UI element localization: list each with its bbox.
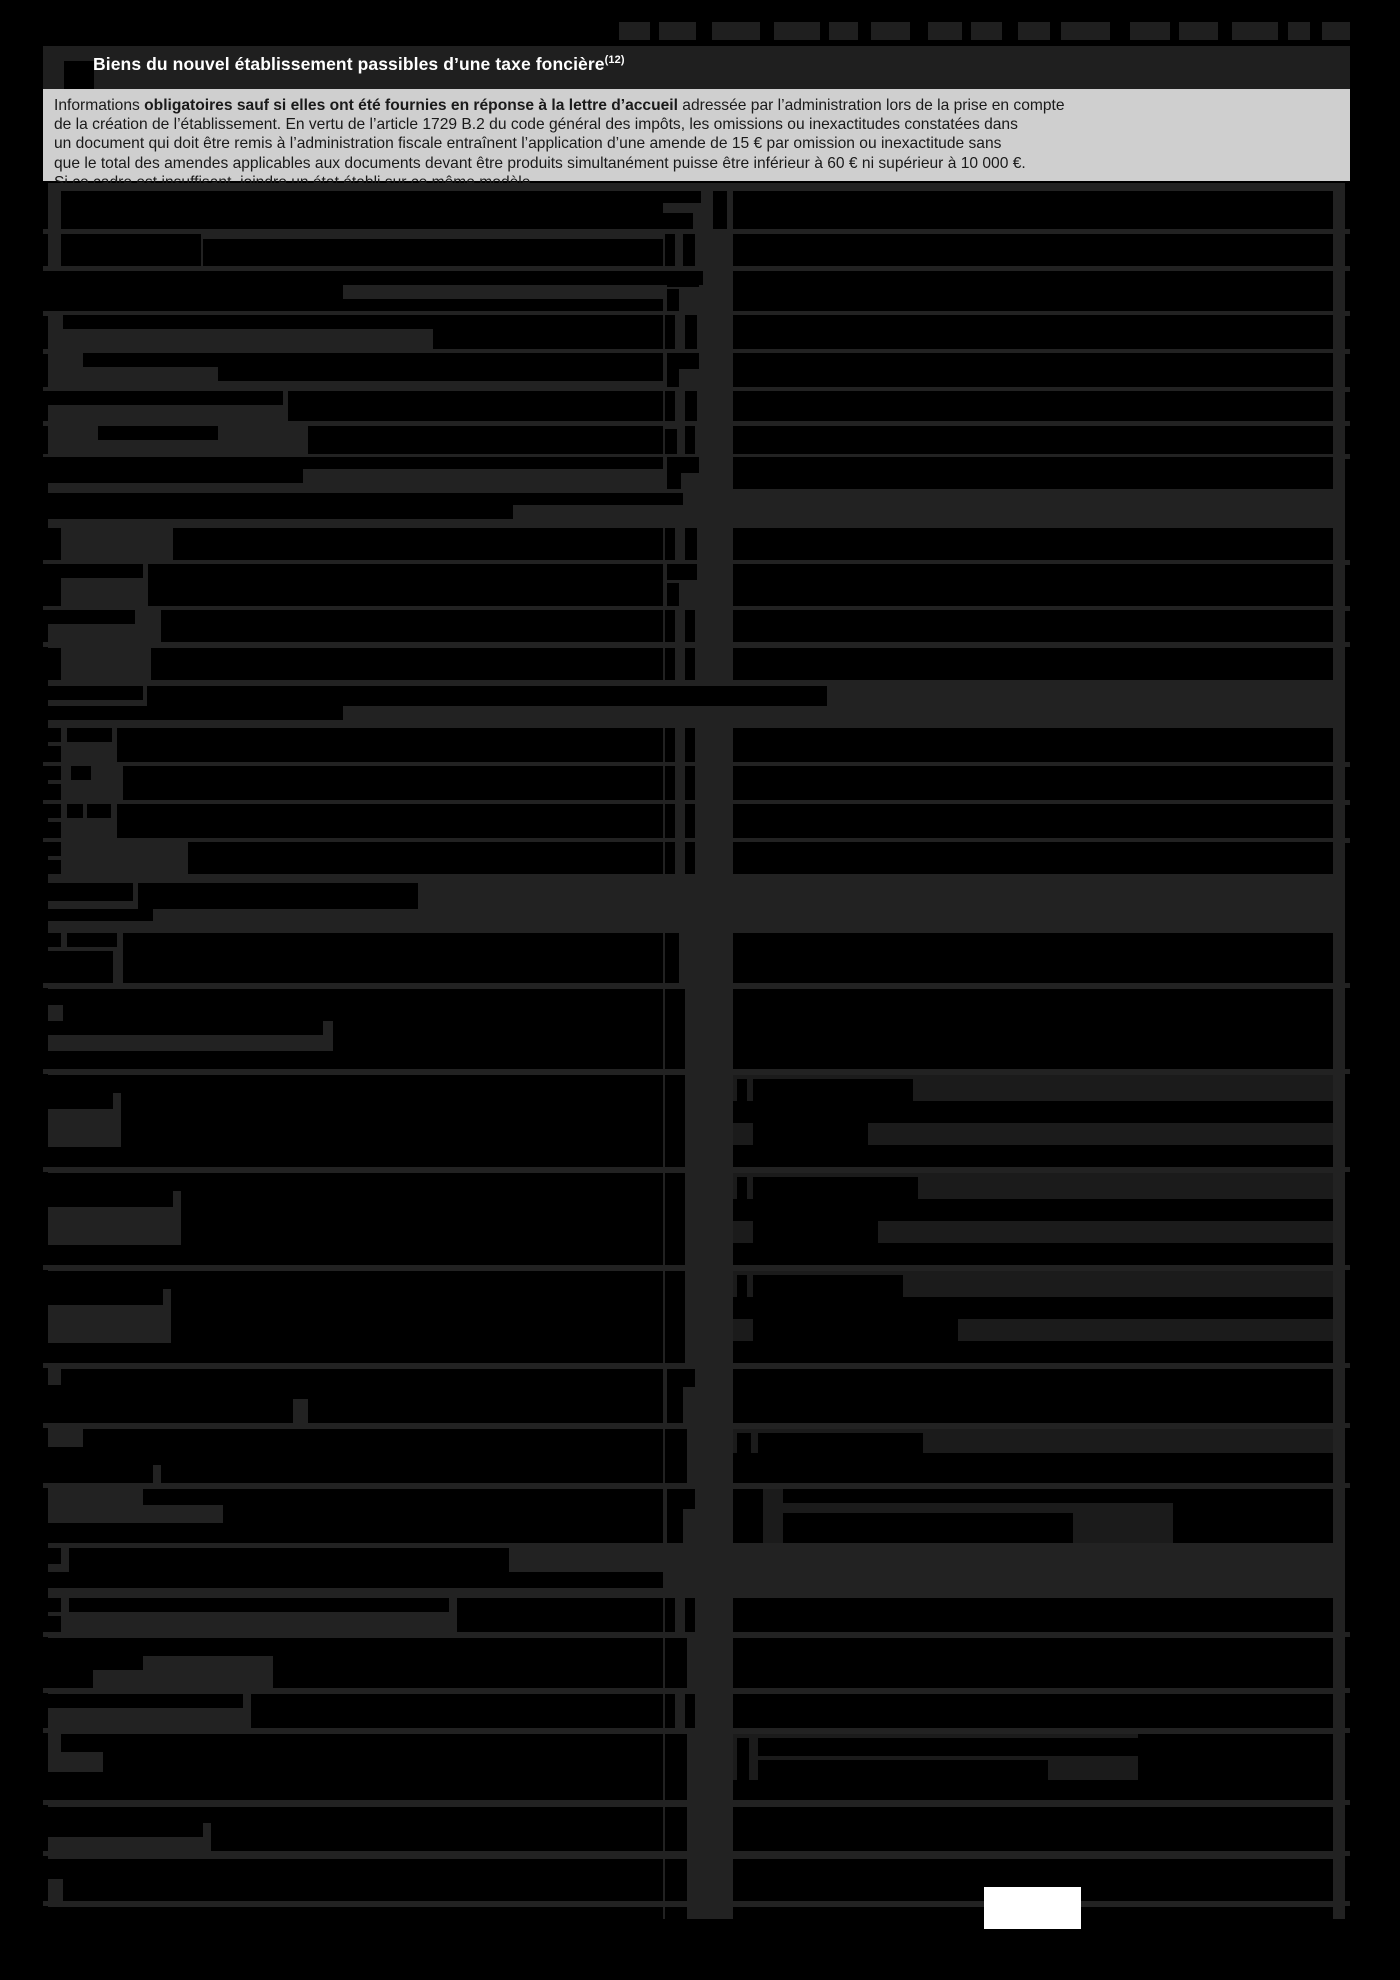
section-title-text: Biens du nouvel établissement passibles d’une taxe foncière xyxy=(93,54,605,74)
column-rule-right xyxy=(1345,183,1350,1919)
table-row xyxy=(43,1598,61,1612)
section-title-note: (12) xyxy=(604,54,625,67)
notice-text: Informations xyxy=(54,97,145,114)
notice-text: adressée par l’administration lors de la prise en compte xyxy=(677,97,1065,114)
notice-text: un document qui doit être remis à l’administration fiscale entraînent l’application d’une amende de 15 € par omission ou inexactitude sans xyxy=(54,135,1002,153)
table-row xyxy=(43,564,143,578)
table-row xyxy=(43,528,61,560)
notice-emphasis: obligatoires sauf si elles ont été fournies en réponse à la lettre d’accueil xyxy=(144,97,678,114)
table-row xyxy=(43,804,61,818)
table-row xyxy=(61,191,663,229)
notice-box xyxy=(43,89,1350,181)
notice-text: que le total des amendes applicables aux documents devant être produits simultanément puisse être inférieur à 60 € ni supérieur à 10 000 €. xyxy=(54,154,1026,172)
table-row xyxy=(43,648,61,680)
group-break xyxy=(43,883,133,901)
notice-line xyxy=(54,134,1339,153)
section-title xyxy=(93,54,625,75)
table-row xyxy=(43,457,663,469)
table-row xyxy=(61,234,201,266)
table-row xyxy=(83,353,663,367)
table-row xyxy=(43,1859,663,1879)
page-right-margin xyxy=(1360,0,1400,1980)
table-row xyxy=(43,391,283,405)
table-row xyxy=(43,1694,243,1708)
table-row xyxy=(83,1429,663,1447)
group-break xyxy=(43,686,143,700)
group-break xyxy=(43,493,683,505)
table-row xyxy=(43,1075,663,1093)
unredacted-white-chip xyxy=(984,1887,1081,1929)
notice-text: de la création de l’établissement. En vertu de l’article 1729 B.2 du code général des impôts, les omissions ou inexactitudes constatées dans xyxy=(54,116,1018,134)
form-body xyxy=(43,183,1350,1919)
form-id-strip xyxy=(610,22,1350,48)
table-row xyxy=(61,1369,663,1385)
notice-line xyxy=(54,154,1339,173)
table-row xyxy=(43,989,663,1005)
notice-line xyxy=(54,96,1339,115)
table-row xyxy=(43,766,61,780)
table-row xyxy=(43,933,61,947)
table-row xyxy=(61,1734,663,1752)
table-row xyxy=(143,1489,663,1505)
table-row xyxy=(98,426,218,440)
section-marker-icon xyxy=(57,54,94,91)
table-row xyxy=(43,610,135,624)
table-row xyxy=(43,271,703,285)
notice-line xyxy=(54,115,1339,134)
table-row xyxy=(43,1638,663,1656)
table-row xyxy=(63,315,443,329)
page-left-margin xyxy=(0,0,33,1980)
group-break xyxy=(43,1548,61,1564)
table-row xyxy=(43,728,61,742)
table-row xyxy=(43,1907,663,1929)
table-row xyxy=(43,1173,663,1191)
table-row xyxy=(43,1271,663,1289)
table-row xyxy=(43,842,61,856)
table-row xyxy=(43,1807,663,1823)
